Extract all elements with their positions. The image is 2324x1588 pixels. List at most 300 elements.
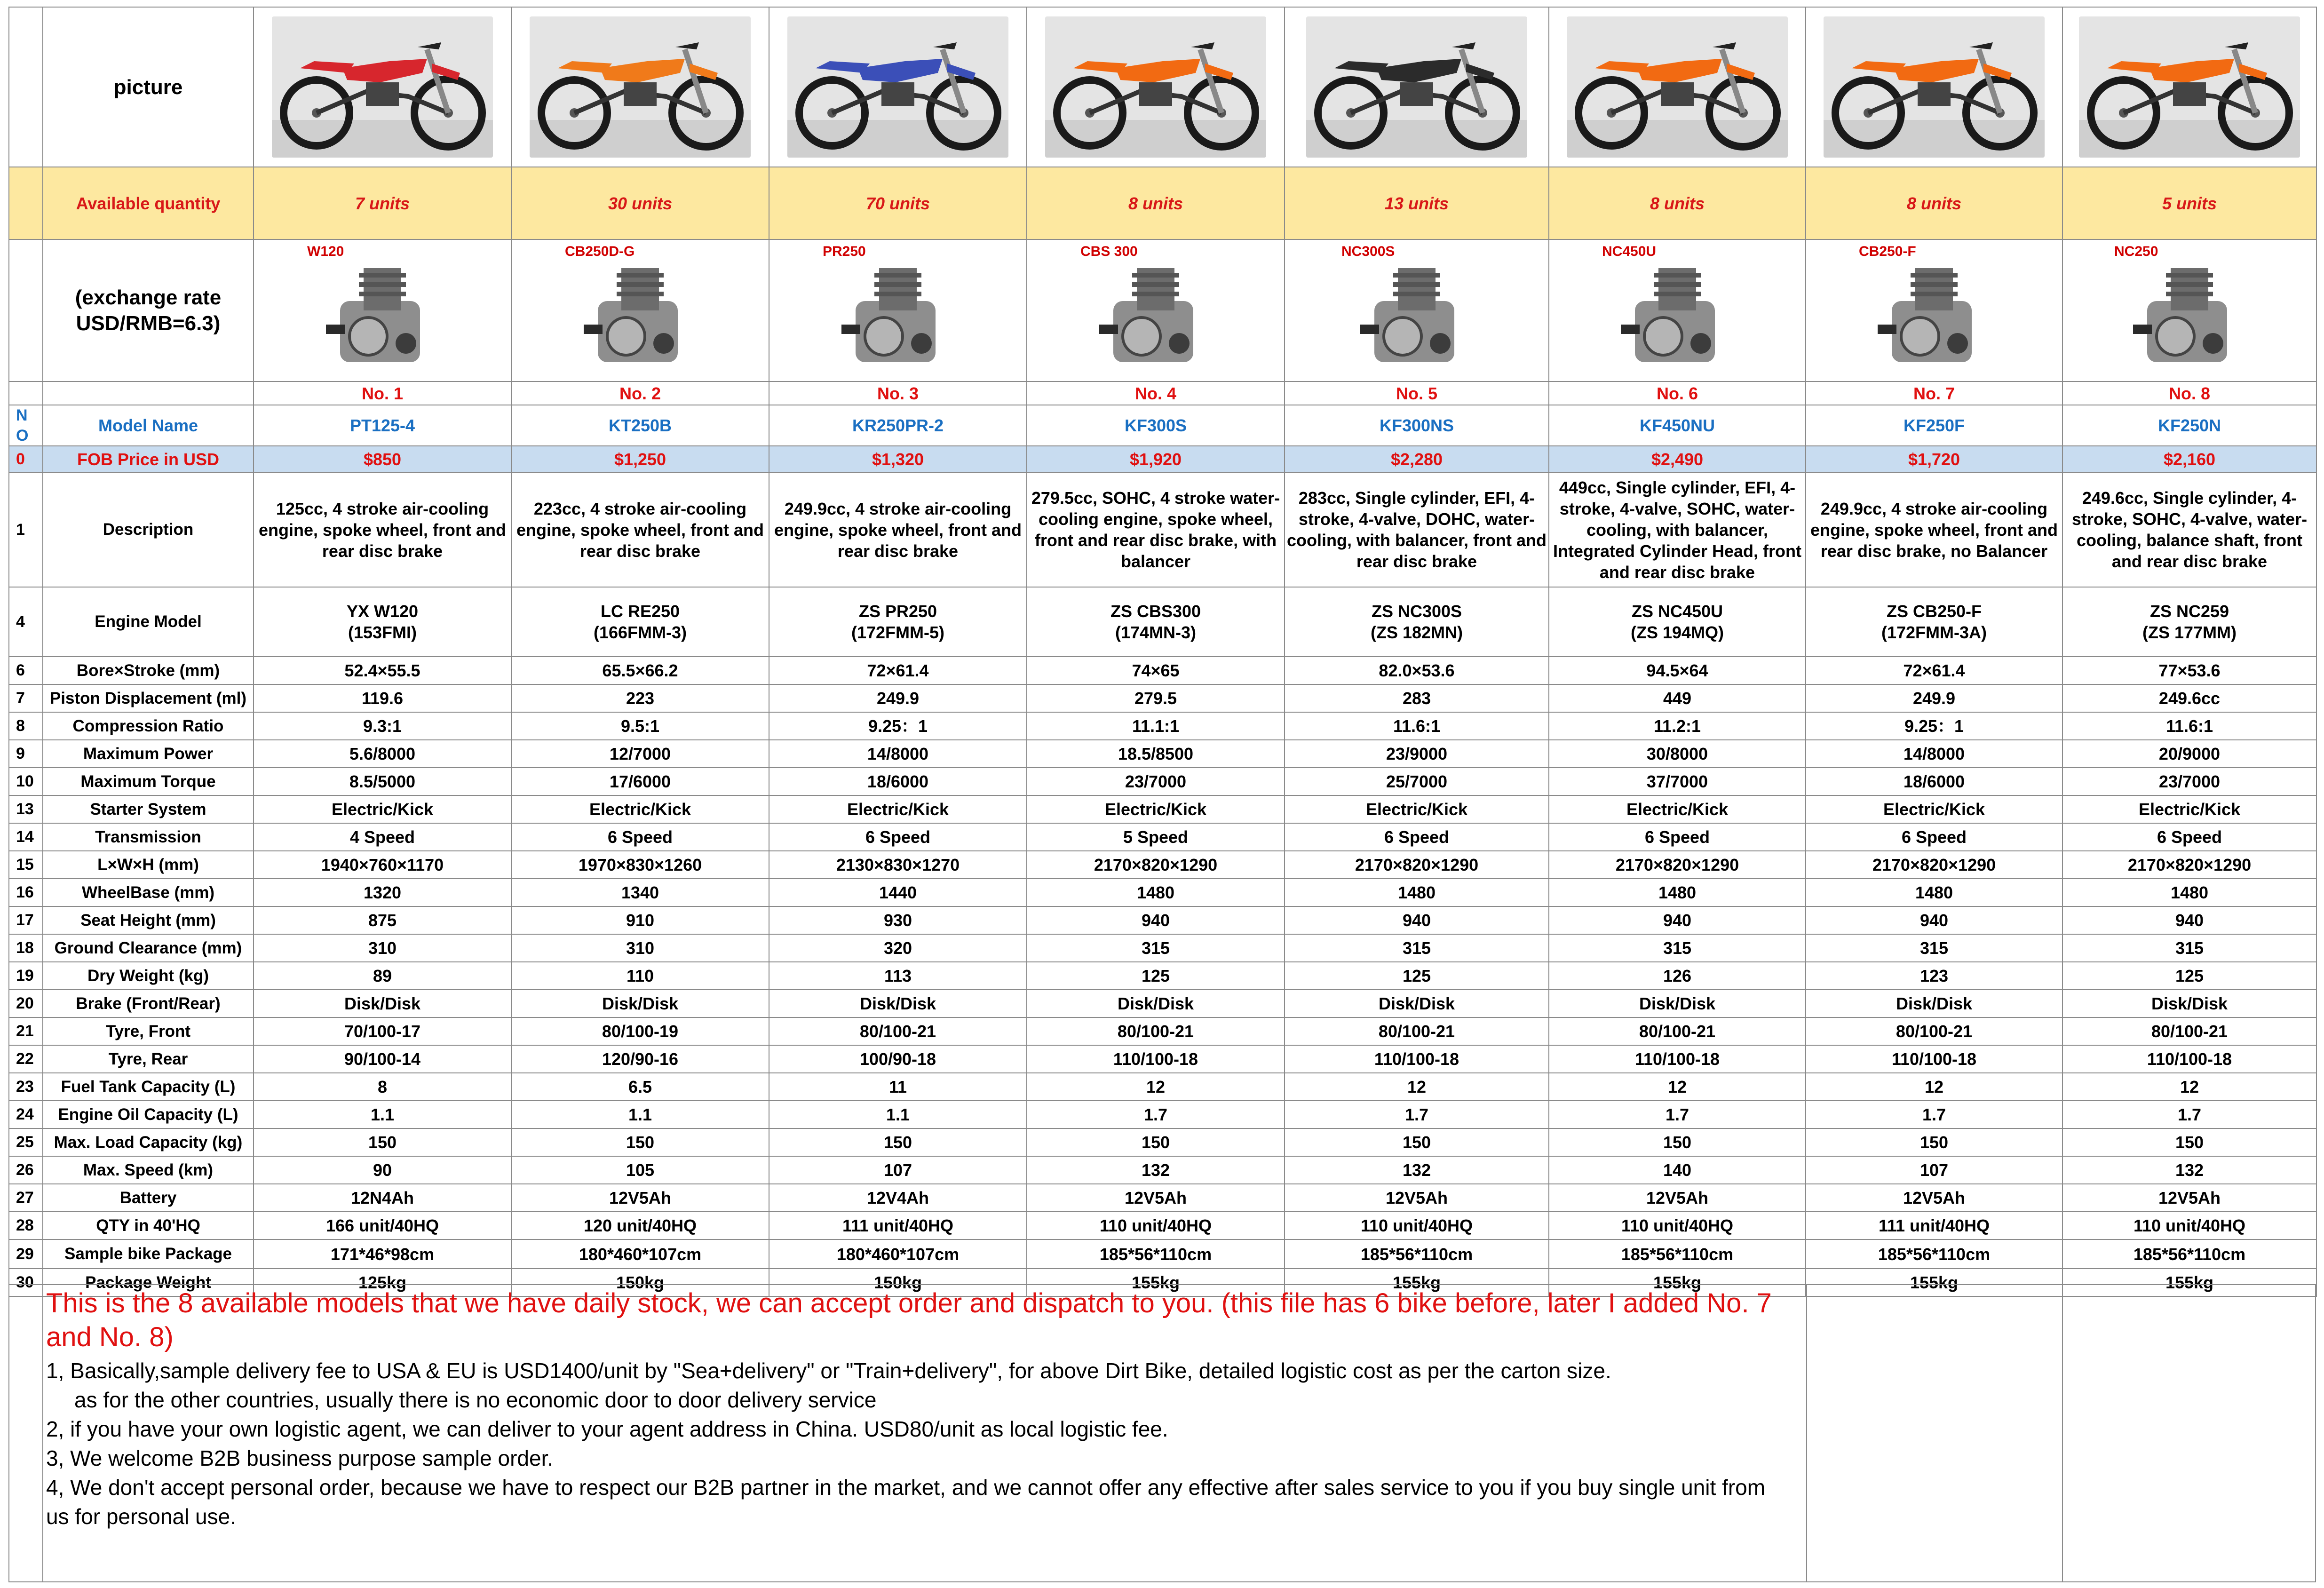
row-number: 7 [9,684,43,712]
spec-value: 1.1 [769,1101,1027,1128]
spec-value: 119.6 [254,684,511,712]
spec-label: Max. Load Capacity (kg) [43,1128,254,1156]
engine-tag: CB250-F [1859,244,1916,259]
description: 249.9cc, 4 stroke air-cooling engine, spoke wheel, front and rear disc brake [769,472,1027,587]
spec-value: 930 [769,906,1027,934]
spec-value: 12 [1549,1073,1806,1101]
table-row [9,167,2316,239]
fob-price: $1,920 [1027,446,1285,472]
row-number: 24 [9,1101,43,1128]
bike-photo-cell [1806,7,2062,167]
spec-value: Electric/Kick [2062,795,2316,823]
spec-value: 111 unit/40HQ [769,1212,1027,1239]
description: 283cc, Single cylinder, EFI, 4-stroke, 4-valve, DOHC, water-cooling, with balancer, front and rear disc brake [1285,472,1549,587]
spec-value: 1.7 [1806,1101,2062,1128]
spec-value: 90 [254,1156,511,1184]
spec-value: 320 [769,934,1027,962]
spec-value: 155kg [1027,1269,1285,1296]
spec-value: 94.5×64 [1549,657,1806,684]
table-row [9,1101,2316,1128]
engine-tag: NC250 [2114,244,2158,259]
row-number: 13 [9,795,43,823]
fob-price: $1,320 [769,446,1027,472]
spec-value: 113 [769,962,1027,990]
bike-photo-cell [2062,7,2316,167]
spec-value: 37/7000 [1549,768,1806,795]
row-number [9,7,43,167]
engine-tag: CBS 300 [1080,244,1138,259]
spec-value: 12 [1806,1073,2062,1101]
spec-value: Electric/Kick [511,795,769,823]
table-row [9,795,2316,823]
table-row [9,768,2316,795]
spec-value: 18/6000 [769,768,1027,795]
spec-value: 12V5Ah [511,1184,769,1212]
notes-section [46,1286,1786,1531]
spec-label: Fuel Tank Capacity (L) [43,1073,254,1101]
row-number [9,381,43,405]
engine-photo [1076,240,1236,381]
spec-value: 1320 [254,879,511,906]
spec-value: Electric/Kick [1027,795,1285,823]
spec-value: 155kg [1285,1269,1549,1296]
spec-value: 249.9 [769,684,1027,712]
spec-value: 6 Speed [769,823,1027,851]
spec-value: 14/8000 [1806,740,2062,768]
description: 279.5cc, SOHC, 4 stroke water-cooling engine, spoke wheel, front and rear disc brake, with balancer [1027,472,1285,587]
table-row [9,657,2316,684]
engine-photo [1337,240,1497,381]
spec-value: 11.6:1 [2062,712,2316,740]
no-header: N O [9,405,43,446]
spec-value: 110/100-18 [1285,1045,1549,1073]
spec-value: 12N4Ah [254,1184,511,1212]
fob-price: $2,280 [1285,446,1549,472]
spec-label: QTY in 40'HQ [43,1212,254,1239]
engine-photo-cell [1806,239,2062,381]
available-quantity: 8 units [1549,167,1806,239]
available-quantity: 5 units [2062,167,2316,239]
table-row [9,879,2316,906]
dirt-bike-photo [1306,16,1527,158]
spec-value: 12V5Ah [1806,1184,2062,1212]
bike-photo-cell [254,7,511,167]
row-number: 18 [9,934,43,962]
spec-value: 2170×820×1290 [1806,851,2062,879]
engine-photo-cell [254,239,511,381]
spec-value: 1.7 [2062,1101,2316,1128]
row-number: 21 [9,1017,43,1045]
spec-value: 449 [1549,684,1806,712]
spec-value: 315 [1285,934,1549,962]
fob-price: $2,490 [1549,446,1806,472]
model-number: No. 2 [511,381,769,405]
spec-label: Maximum Power [43,740,254,768]
table-row [9,472,2316,587]
spec-value: 80/100-19 [511,1017,769,1045]
model-number: No. 7 [1806,381,2062,405]
engine-photo [302,240,462,381]
available-quantity: 30 units [511,167,769,239]
spec-value: 185*56*110cm [1285,1239,1549,1269]
spec-value: 80/100-21 [1806,1017,2062,1045]
description: 223cc, 4 stroke air-cooling engine, spoke wheel, front and rear disc brake [511,472,769,587]
table-row [9,1239,2316,1269]
spec-value: 125 [1285,962,1549,990]
table-row [9,587,2316,657]
spec-label: Engine Oil Capacity (L) [43,1101,254,1128]
row-number: 10 [9,768,43,795]
spec-value: 283 [1285,684,1549,712]
spec-value: 126 [1549,962,1806,990]
table-row [9,906,2316,934]
bike-photo-cell [1549,7,1806,167]
engine-photo [2110,240,2269,381]
spec-value: 25/7000 [1285,768,1549,795]
spec-value: 150 [769,1128,1027,1156]
spec-label: Piston Displacement (ml) [43,684,254,712]
model-name: KT250B [511,405,769,446]
row-number: 16 [9,879,43,906]
bike-photo-cell [1027,7,1285,167]
spec-value: 310 [511,934,769,962]
spec-value: 6 Speed [1285,823,1549,851]
spec-value: 120 unit/40HQ [511,1212,769,1239]
table-row [9,962,2316,990]
table-row [9,823,2316,851]
spec-value: 6.5 [511,1073,769,1101]
model-number: No. 3 [769,381,1027,405]
model-name: KR250PR-2 [769,405,1027,446]
table-row [9,1212,2316,1239]
table-row [9,1045,2316,1073]
spec-value: 155kg [1549,1269,1806,1296]
spec-value: 150kg [769,1269,1027,1296]
engine-model: ZS CB250-F (172FMM-3A) [1806,587,2062,657]
available-quantity: 13 units [1285,167,1549,239]
spec-value: 315 [1806,934,2062,962]
model-number: No. 6 [1549,381,1806,405]
spec-value: 107 [769,1156,1027,1184]
engine-model: ZS NC450U (ZS 194MQ) [1549,587,1806,657]
table-row [9,239,2316,381]
spec-value: 940 [2062,906,2316,934]
spec-value: 940 [1027,906,1285,934]
engine-photo [1854,240,2014,381]
table-row [9,851,2316,879]
engine-model: ZS NC259 (ZS 177MM) [2062,587,2316,657]
table-row [9,1017,2316,1045]
spec-value: 30/8000 [1549,740,1806,768]
engine-photo [560,240,720,381]
model-name: KF250N [2062,405,2316,446]
spec-value: 132 [2062,1156,2316,1184]
spec-value: 80/100-21 [1285,1017,1549,1045]
spec-value: 910 [511,906,769,934]
fob-price: $1,250 [511,446,769,472]
spec-label: Maximum Torque [43,768,254,795]
spec-value: 77×53.6 [2062,657,2316,684]
model-number: No. 1 [254,381,511,405]
engine-photo-cell [511,239,769,381]
row-number [9,167,43,239]
table-row [9,1073,2316,1101]
table-row [9,7,2316,167]
spec-value: 2170×820×1290 [1549,851,1806,879]
table-row [9,712,2316,740]
empty-cell [43,381,254,405]
spec-value: 279.5 [1027,684,1285,712]
spec-label: Ground Clearance (mm) [43,934,254,962]
spec-value: 70/100-17 [254,1017,511,1045]
spec-value: 1.7 [1027,1101,1285,1128]
row-number: 19 [9,962,43,990]
spec-value: 1480 [1549,879,1806,906]
available-quantity-label: Available quantity [43,167,254,239]
spec-value: 185*56*110cm [1549,1239,1806,1269]
spec-value: Disk/Disk [1027,990,1285,1017]
row-number: 1 [9,472,43,587]
spec-value: 185*56*110cm [1806,1239,2062,1269]
spec-value: 132 [1027,1156,1285,1184]
table-row [9,446,2316,472]
spec-value: 310 [254,934,511,962]
spec-value: 72×61.4 [769,657,1027,684]
spec-value: 8 [254,1073,511,1101]
table-row [9,1184,2316,1212]
spec-value: 2170×820×1290 [2062,851,2316,879]
spec-label: Dry Weight (kg) [43,962,254,990]
row-number: 23 [9,1073,43,1101]
spec-value: 6 Speed [1549,823,1806,851]
spec-value: 2170×820×1290 [1027,851,1285,879]
spec-value: Disk/Disk [769,990,1027,1017]
spec-label: L×W×H (mm) [43,851,254,879]
spec-value: 12 [2062,1073,2316,1101]
spec-value: Electric/Kick [769,795,1027,823]
engine-photo [1597,240,1757,381]
spec-value: 875 [254,906,511,934]
model-name: PT125-4 [254,405,511,446]
spec-value: 105 [511,1156,769,1184]
engine-tag: NC300S [1341,244,1395,259]
spec-value: 23/7000 [1027,768,1285,795]
spec-value: Disk/Disk [1549,990,1806,1017]
spec-value: 150 [1285,1128,1549,1156]
spec-value: 72×61.4 [1806,657,2062,684]
spec-value: 1970×830×1260 [511,851,769,879]
spec-value: 14/8000 [769,740,1027,768]
engine-photo-cell [1285,239,1549,381]
spec-value: 1480 [2062,879,2316,906]
engine-tag: PR250 [823,244,866,259]
spec-value: 12V4Ah [769,1184,1027,1212]
spec-value: 8.5/5000 [254,768,511,795]
spec-value: 90/100-14 [254,1045,511,1073]
spec-value: 23/7000 [2062,768,2316,795]
spec-value: 110 unit/40HQ [1027,1212,1285,1239]
spec-value: 6 Speed [511,823,769,851]
spec-value: 180*460*107cm [511,1239,769,1269]
spec-value: 2130×830×1270 [769,851,1027,879]
row-number: 29 [9,1239,43,1269]
dirt-bike-photo [1824,16,2045,158]
spec-value: 12V5Ah [1285,1184,1549,1212]
spec-value: 150 [2062,1128,2316,1156]
spec-value: 100/90-18 [769,1045,1027,1073]
spec-value: 185*56*110cm [2062,1239,2316,1269]
spec-label: Sample bike Package [43,1239,254,1269]
spec-value: 940 [1806,906,2062,934]
model-number: No. 8 [2062,381,2316,405]
spec-value: 6 Speed [1806,823,2062,851]
spec-value: 110 [511,962,769,990]
dirt-bike-photo [1567,16,1788,158]
spec-value: 1480 [1027,879,1285,906]
spec-value: 18/6000 [1806,768,2062,795]
spec-value: 12V5Ah [2062,1184,2316,1212]
spec-value: 110 unit/40HQ [1549,1212,1806,1239]
spec-value: 123 [1806,962,2062,990]
spec-value: Electric/Kick [1285,795,1549,823]
description: 125cc, 4 stroke air-cooling engine, spoke wheel, front and rear disc brake [254,472,511,587]
spec-value: Disk/Disk [511,990,769,1017]
spec-label: Bore×Stroke (mm) [43,657,254,684]
spec-label: Transmission [43,823,254,851]
spec-value: 1440 [769,879,1027,906]
row-number: 6 [9,657,43,684]
dirt-bike-photo [2079,16,2300,158]
model-name: KF450NU [1549,405,1806,446]
exchange-rate-label: (exchange rate USD/RMB=6.3) [43,239,254,381]
spec-value: 110/100-18 [1549,1045,1806,1073]
spec-value: 52.4×55.5 [254,657,511,684]
engine-photo-cell [1027,239,1285,381]
model-name: KF250F [1806,405,2062,446]
notes-title: This is the 8 available models that we have daily stock, we can accept order and dispatch to you. (this file has 6 bike before, later I added No. 7 and No. 8) [46,1288,1772,1352]
model-number: No. 5 [1285,381,1549,405]
spec-value: 11.1:1 [1027,712,1285,740]
row-number: 17 [9,906,43,934]
spec-label: Brake (Front/Rear) [43,990,254,1017]
spec-value: 23/9000 [1285,740,1549,768]
row-number: 25 [9,1128,43,1156]
available-quantity: 7 units [254,167,511,239]
fob-price: $850 [254,446,511,472]
spec-value: 12 [1027,1073,1285,1101]
dirt-bike-photo [787,16,1008,158]
model-name: KF300S [1027,405,1285,446]
row-number: 9 [9,740,43,768]
engine-model: YX W120 (153FMI) [254,587,511,657]
note-line: 2, if you have your own logistic agent, we can deliver to your agent address in China. USD80/unit as local logistic fee. [46,1417,1168,1441]
spec-value: 20/9000 [2062,740,2316,768]
spec-value: 155kg [1806,1269,2062,1296]
spec-value: 171*46*98cm [254,1239,511,1269]
engine-model: LC RE250 (166FMM-3) [511,587,769,657]
spec-value: 1.1 [254,1101,511,1128]
engine-photo-cell [1549,239,1806,381]
spec-value: 9.25：1 [769,712,1027,740]
spec-value: 1.1 [511,1101,769,1128]
spec-value: 9.25：1 [1806,712,2062,740]
spec-value: 12 [1285,1073,1549,1101]
spec-value: 1480 [1806,879,2062,906]
row-number: 8 [9,712,43,740]
table-row [9,934,2316,962]
fob-price: $1,720 [1806,446,2062,472]
spec-label: Compression Ratio [43,712,254,740]
table-row [9,684,2316,712]
engine-photo-cell [769,239,1027,381]
engine-model: ZS CBS300 (174MN-3) [1027,587,1285,657]
engine-tag: NC450U [1602,244,1657,259]
table-row [9,381,2316,405]
spec-value: 4 Speed [254,823,511,851]
spec-value: 89 [254,962,511,990]
spec-value: 1340 [511,879,769,906]
spec-label: Max. Speed (km) [43,1156,254,1184]
model-name-label: Model Name [43,405,254,446]
engine-model: ZS NC300S (ZS 182MN) [1285,587,1549,657]
note-line: 4, We don't accept personal order, because we have to respect our B2B partner in the market, and we cannot offer any effective after sales service to you if you buy single unit from us for personal use. [46,1475,1766,1529]
spec-value: 2170×820×1290 [1285,851,1549,879]
available-quantity: 70 units [769,167,1027,239]
table-row [9,1156,2316,1184]
spec-value: 150kg [511,1269,769,1296]
spec-value: 940 [1549,906,1806,934]
engine-tag: W120 [307,244,344,259]
engine-photo-cell [2062,239,2316,381]
spec-value: 249.9 [1806,684,2062,712]
spec-label: Package Weight [43,1269,254,1296]
spec-value: 6 Speed [2062,823,2316,851]
spec-value: Disk/Disk [254,990,511,1017]
spec-value: 11 [769,1073,1027,1101]
row-number: 27 [9,1184,43,1212]
spec-value: 1.7 [1549,1101,1806,1128]
spec-value: 1480 [1285,879,1549,906]
row-number: 15 [9,851,43,879]
dirt-bike-photo [1045,16,1266,158]
spec-value: 315 [1549,934,1806,962]
spec-value: 150 [1549,1128,1806,1156]
spec-value: 11.2:1 [1549,712,1806,740]
spec-label: Tyre, Rear [43,1045,254,1073]
spec-value: 80/100-21 [769,1017,1027,1045]
fob-price-label: FOB Price in USD [43,446,254,472]
note-line: 1, Basically,sample delivery fee to USA & EU is USD1400/unit by "Sea+delivery" or "Train+delivery", for above Dirt Bike, detailed logistic cost as per the carton size. [46,1358,1611,1383]
spec-value: Electric/Kick [1549,795,1806,823]
table-row [9,405,2316,446]
spec-label: Starter System [43,795,254,823]
note-line: 3, We welcome B2B business purpose sample order. [46,1446,554,1470]
description: 449cc, Single cylinder, EFI, 4-stroke, 4-valve, SOHC, water-cooling, with balancer, Integrated Cylinder Head, front and rear disc brake [1549,472,1806,587]
spec-value: 315 [2062,934,2316,962]
spec-label: Tyre, Front [43,1017,254,1045]
spec-value: 5.6/8000 [254,740,511,768]
spec-value: Disk/Disk [1806,990,2062,1017]
table-row [9,990,2316,1017]
model-name: KF300NS [1285,405,1549,446]
row-number: 26 [9,1156,43,1184]
bike-photo-cell [1285,7,1549,167]
row-number: 4 [9,587,43,657]
spec-value: 180*460*107cm [769,1239,1027,1269]
spec-value: 110 unit/40HQ [1285,1212,1549,1239]
spec-value: 125 [2062,962,2316,990]
bike-photo-cell [769,7,1027,167]
